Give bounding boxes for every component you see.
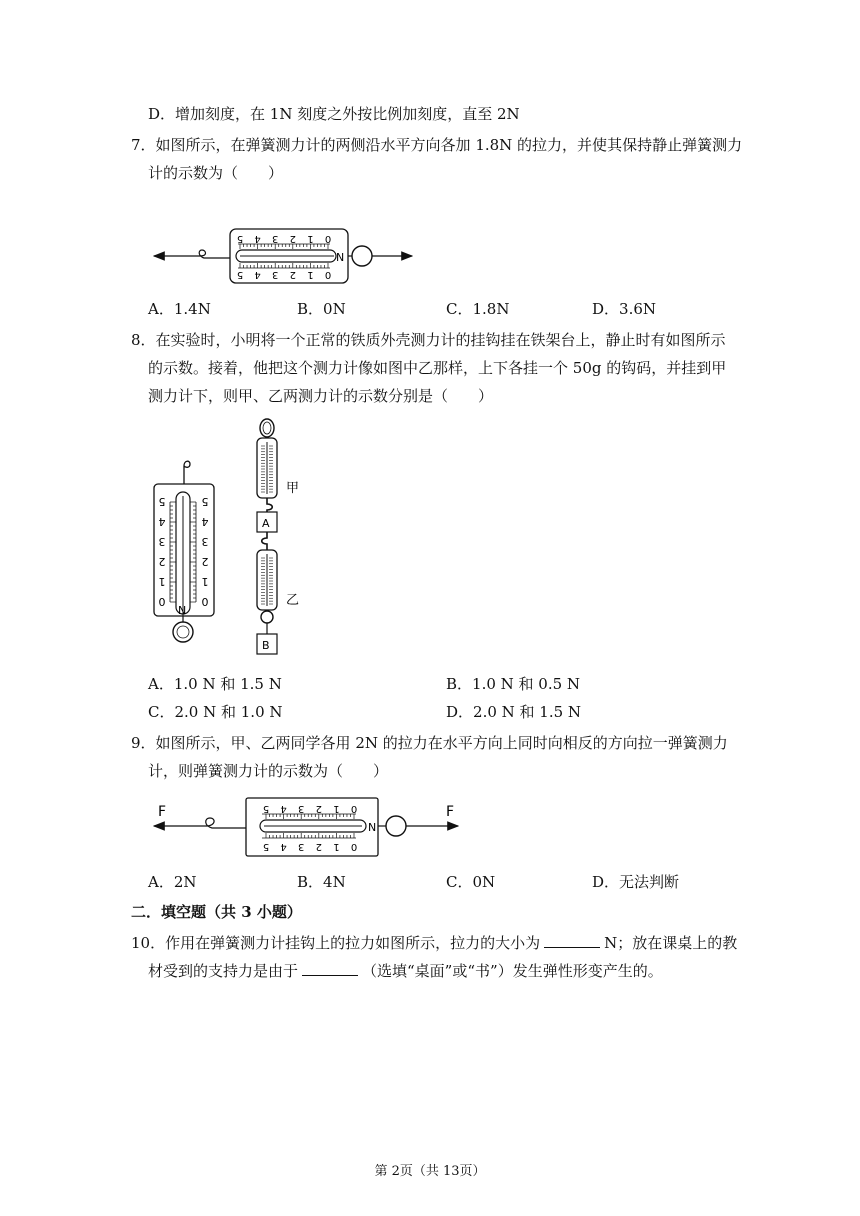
scale-digit: 0 — [350, 841, 358, 852]
q8-option-b[interactable]: B．1.0 N 和 0.5 N — [446, 675, 581, 693]
q8-option-c[interactable]: C．2.0 N 和 1.0 N — [148, 703, 283, 721]
q9-option-c[interactable]: C．0N — [446, 873, 496, 891]
q9-option-b[interactable]: B．4N — [297, 873, 346, 891]
q8-figure-series-scales — [250, 412, 310, 662]
q9-figure-horizontal-spring-scale — [150, 792, 470, 862]
q10-blank-2[interactable] — [302, 961, 358, 976]
ring — [173, 622, 193, 642]
scale-digit: 1 — [307, 269, 314, 280]
q10-blank-1[interactable] — [544, 933, 600, 948]
scale-digit: 3 — [272, 269, 279, 280]
q8-stem-line3: 测力计下，则甲、乙两测力计的示数分别是（ ） — [148, 387, 494, 405]
unit-label: N — [336, 251, 345, 264]
unit-label: N — [178, 604, 187, 617]
q6-option-d: D．增加刻度，在 1N 刻度之外按比例加刻度，直至 2N — [148, 105, 520, 123]
scale-digit: 1 — [333, 841, 340, 852]
block-a-label: A — [262, 517, 270, 530]
scale-digit: 4 — [254, 233, 261, 244]
label-jia: 甲 — [286, 481, 300, 496]
q9-stem-line1: 9．如图所示，甲、乙两同学各用 2N 的拉力在水平方向上同时向相反的方向拉一弹簧测力 — [131, 734, 728, 752]
scale-digit: 0 — [350, 803, 358, 814]
scale-digit: 3 — [298, 803, 305, 814]
scale-digit: 0 — [324, 233, 332, 244]
force-label-left: F — [158, 804, 167, 820]
scale-digit: 4 — [280, 803, 287, 814]
page-footer: 第 2页（共 13页） — [374, 1164, 486, 1179]
q10-text-2a: 材受到的支持力是由于 — [148, 962, 299, 980]
q8-option-a[interactable]: A．1.0 N 和 1.5 N — [148, 675, 282, 693]
q8-stem-line1: 8．在实验时，小明将一个正常的铁质外壳测力计的挂钩挂在铁架台上，静止时有如图所示 — [131, 331, 726, 349]
scale-digit: 5 — [262, 803, 270, 814]
q9-option-a[interactable]: A．2N — [148, 873, 197, 891]
q10-text-1b: N；放在课桌上的教 — [604, 934, 738, 952]
block-b-label: B — [262, 639, 270, 652]
force-label-right: F — [446, 804, 455, 820]
unit-label: N — [368, 821, 377, 834]
ring — [386, 816, 406, 836]
scale-digit: 1 — [333, 803, 340, 814]
scale-digit: 2 — [289, 269, 296, 280]
label-yi: 乙 — [286, 593, 300, 608]
scale-digit: 4 — [158, 515, 166, 528]
scale-digit: 3 — [201, 535, 209, 548]
hook — [199, 250, 230, 258]
scale-digit: 2 — [201, 555, 209, 568]
scale-digit: 3 — [272, 233, 279, 244]
q7-stem-line1: 7．如图所示，在弹簧测力计的两侧沿水平方向各加 1.8N 的拉力，并使其保持静止弹簧测力 — [131, 136, 743, 154]
scale-digit: 2 — [315, 803, 322, 814]
scale-digit: 1 — [158, 575, 166, 588]
q10-stem-line2 — [148, 961, 663, 981]
scale-digit: 1 — [307, 233, 314, 244]
scale-digit: 5 — [236, 269, 244, 280]
q7-option-c[interactable]: C．1.8N — [446, 300, 510, 318]
scale-digit: 1 — [201, 575, 209, 588]
top-hook — [184, 461, 190, 478]
q10-text-1a: 10．作用在弹簧测力计挂钩上的拉力如图所示，拉力的大小为 — [131, 934, 541, 952]
scale-digit: 5 — [236, 233, 244, 244]
scale-digit: 0 — [324, 269, 332, 280]
scale-digit: 0 — [201, 596, 209, 609]
ring — [352, 246, 372, 266]
scale-digit: 3 — [298, 841, 305, 852]
q8-figure-vertical-scale — [150, 436, 220, 656]
q8-stem-line2: 的示数。接着，他把这个测力计像如图中乙那样，上下各挂一个 50g 的钩码，并挂到甲 — [148, 359, 727, 377]
q7-option-b[interactable]: B．0N — [297, 300, 346, 318]
scale-digit: 0 — [158, 596, 166, 609]
section-2-title: 二．填空题（共 3 小题） — [131, 903, 302, 921]
q9-option-d[interactable]: D．无法判断 — [592, 873, 680, 891]
q7-figure-horizontal-spring-scale — [150, 220, 420, 296]
q9-stem-line2: 计，则弹簧测力计的示数为（ ） — [148, 762, 389, 780]
scale-digit: 5 — [158, 495, 166, 508]
scale-digit: 5 — [201, 495, 209, 508]
q7-stem-line2: 计的示数为（ ） — [148, 164, 284, 182]
scale-digit: 3 — [158, 535, 166, 548]
scale-digit: 4 — [280, 841, 287, 852]
scale-digit: 5 — [262, 841, 270, 852]
hook — [206, 818, 246, 828]
q8-option-d[interactable]: D．2.0 N 和 1.5 N — [446, 703, 582, 721]
scale-digit: 4 — [254, 269, 261, 280]
q7-option-d[interactable]: D．3.6N — [592, 300, 657, 318]
scale-digit: 2 — [158, 555, 166, 568]
scale-digit: 2 — [289, 233, 296, 244]
q7-option-a[interactable]: A．1.4N — [148, 300, 211, 318]
scale-digit: 2 — [315, 841, 322, 852]
q10-stem-line1 — [131, 933, 737, 953]
scale-digit: 4 — [201, 515, 209, 528]
q10-text-2b: （选填“桌面”或“书”）发生弹性形变产生的。 — [362, 962, 663, 980]
